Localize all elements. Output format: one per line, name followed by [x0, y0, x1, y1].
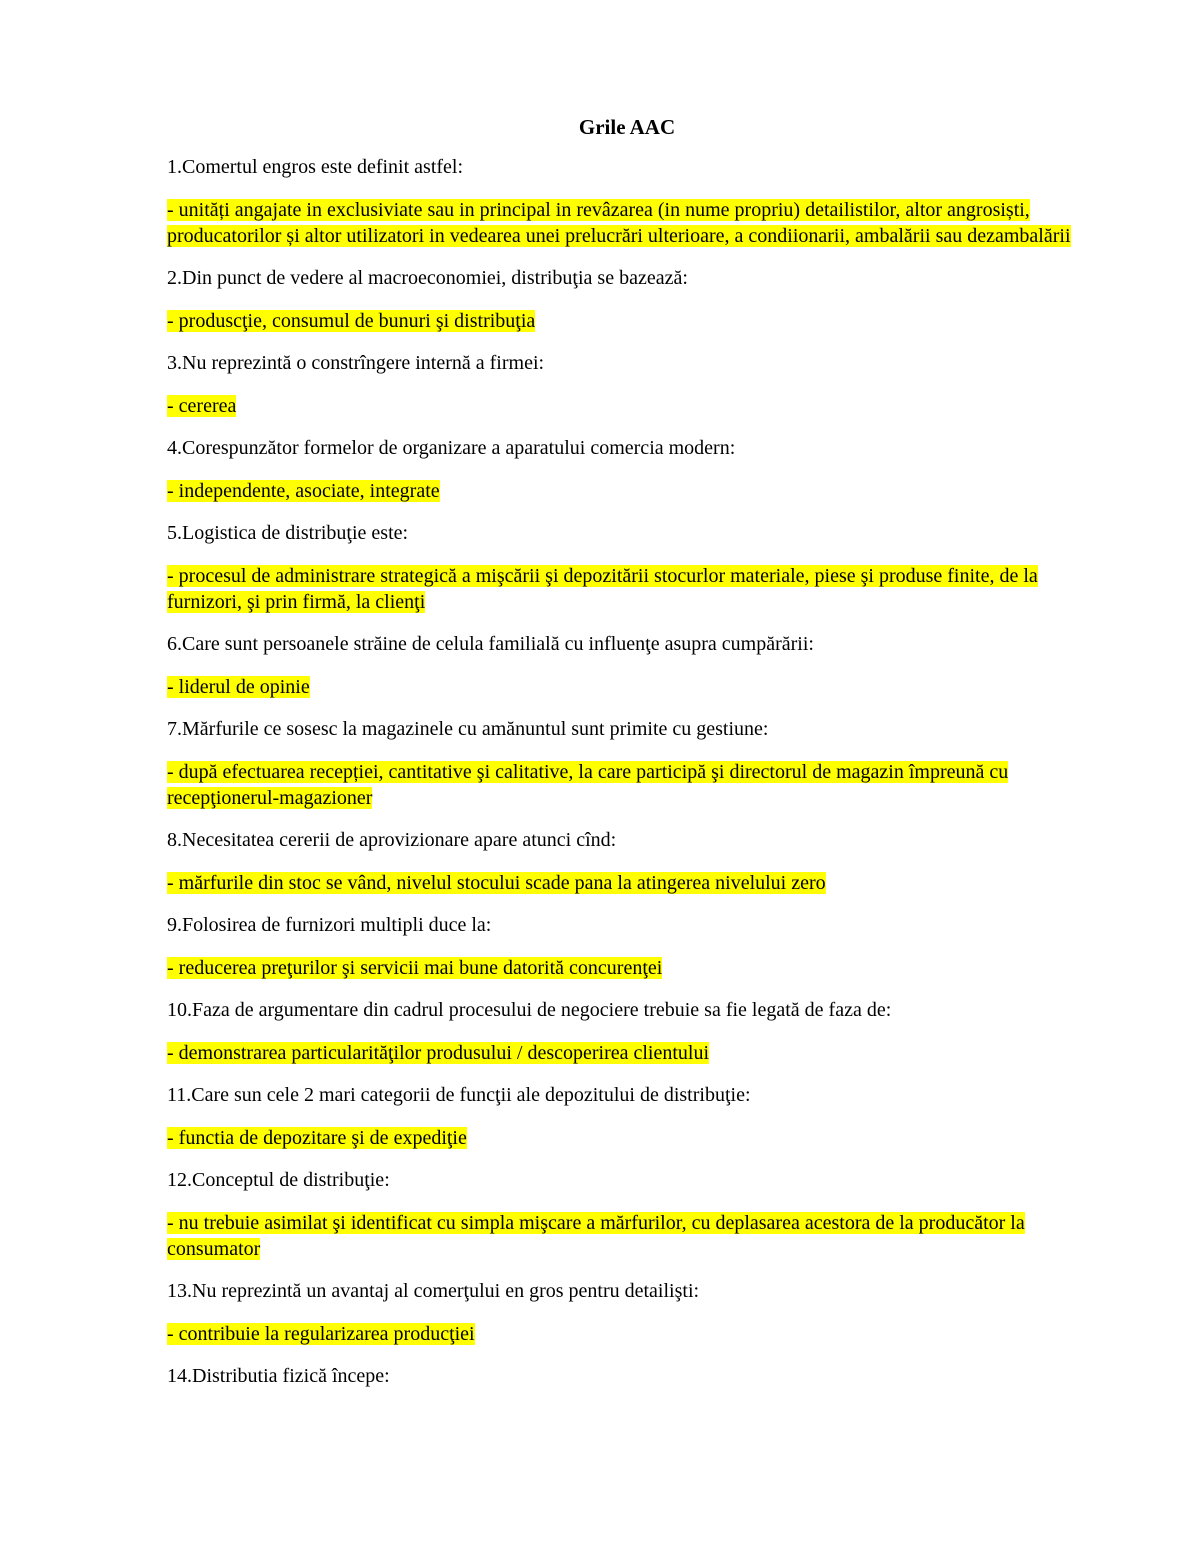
answer-13-highlight: - contribuie la regularizarea producţiei: [167, 1323, 475, 1345]
question-1: 1.Comertul engros este definit astfel:: [167, 156, 464, 178]
answer-12: [167, 1210, 1087, 1262]
question-3: 3.Nu reprezintă o constrîngere internă a firmei:: [167, 352, 545, 374]
answer-11: [167, 1125, 1087, 1151]
answer-1-highlight: - unități angajate in exclusiviate sau in principal in revâzarea (in nume propriu) detailistilor, altor angrosiști, producatorilor și altor utilizatori in vedearea unei prelucrări ulterioare, a condiionarii, ambalării sau dezambalării: [167, 199, 1071, 247]
question-14: 14.Distributia fizică începe:: [167, 1365, 390, 1387]
question-6: 6.Care sunt persoanele străine de celula familială cu influenţe asupra cumpărării:: [167, 633, 814, 655]
answer-9: [167, 955, 1087, 981]
answer-13: [167, 1321, 1087, 1347]
question-5: 5.Logistica de distribuţie este:: [167, 522, 409, 544]
document-title: Grile AAC: [578, 115, 676, 139]
answer-2-highlight: - produscţie, consumul de bunuri şi distribuţia: [167, 310, 536, 332]
question-9: 9.Folosirea de furnizori multipli duce la:: [167, 914, 492, 936]
question-4: 4.Corespunzător formelor de organizare a aparatului comercia modern:: [167, 437, 736, 459]
answer-5-highlight: - procesul de administrare strategică a mişcării şi depozitării stocurlor materiale, piese şi produse finite, de la furnizori, şi prin firmă, la clienţi: [167, 565, 1038, 613]
answer-1: [167, 197, 1087, 249]
answer-2: [167, 308, 1087, 334]
document-page: [167, 112, 1087, 1406]
question-7: 7.Mărfurile ce sosesc la magazinele cu amănuntul sunt primite cu gestiune:: [167, 718, 769, 740]
answer-3-highlight: - cererea: [167, 395, 237, 417]
answer-8-highlight: - mărfurile din stoc se vând, nivelul stocului scade pana la atingerea nivelului zero: [167, 872, 826, 894]
answer-6: [167, 674, 1087, 700]
answer-8: [167, 870, 1087, 896]
answer-4: [167, 478, 1087, 504]
answer-7: [167, 759, 1087, 811]
question-13: 13.Nu reprezintă un avantaj al comerţului en gros pentru detailişti:: [167, 1280, 700, 1302]
answer-7-highlight: - după efectuarea recepției, cantitative şi calitative, la care participă şi directorul de magazin împreună cu recepţionerul-magazioner: [167, 761, 1009, 809]
answer-3: [167, 393, 1087, 419]
answer-4-highlight: - independente, asociate, integrate: [167, 480, 440, 502]
answer-5: [167, 563, 1087, 615]
question-11: 11.Care sun cele 2 mari categorii de funcţii ale depozitului de distribuţie:: [167, 1084, 751, 1106]
answer-11-highlight: - functia de depozitare şi de expediţie: [167, 1127, 467, 1149]
question-10: 10.Faza de argumentare din cadrul procesului de negociere trebuie sa fie legată de faza de:: [167, 999, 892, 1021]
answer-12-highlight: - nu trebuie asimilat şi identificat cu simpla mişcare a mărfurilor, cu deplasarea acestora de la producător la consumator: [167, 1212, 1025, 1260]
answer-10-highlight: - demonstrarea particularităţilor produsului / descoperirea clientului: [167, 1042, 710, 1064]
answer-6-highlight: - liderul de opinie: [167, 676, 310, 698]
answer-10: [167, 1040, 1087, 1066]
question-12: 12.Conceptul de distribuţie:: [167, 1169, 390, 1191]
question-8: 8.Necesitatea cererii de aprovizionare apare atunci cînd:: [167, 829, 617, 851]
answer-9-highlight: - reducerea preţurilor şi servicii mai bune datorită concurenţei: [167, 957, 663, 979]
question-2: 2.Din punct de vedere al macroeconomiei, distribuţia se bazează:: [167, 267, 688, 289]
